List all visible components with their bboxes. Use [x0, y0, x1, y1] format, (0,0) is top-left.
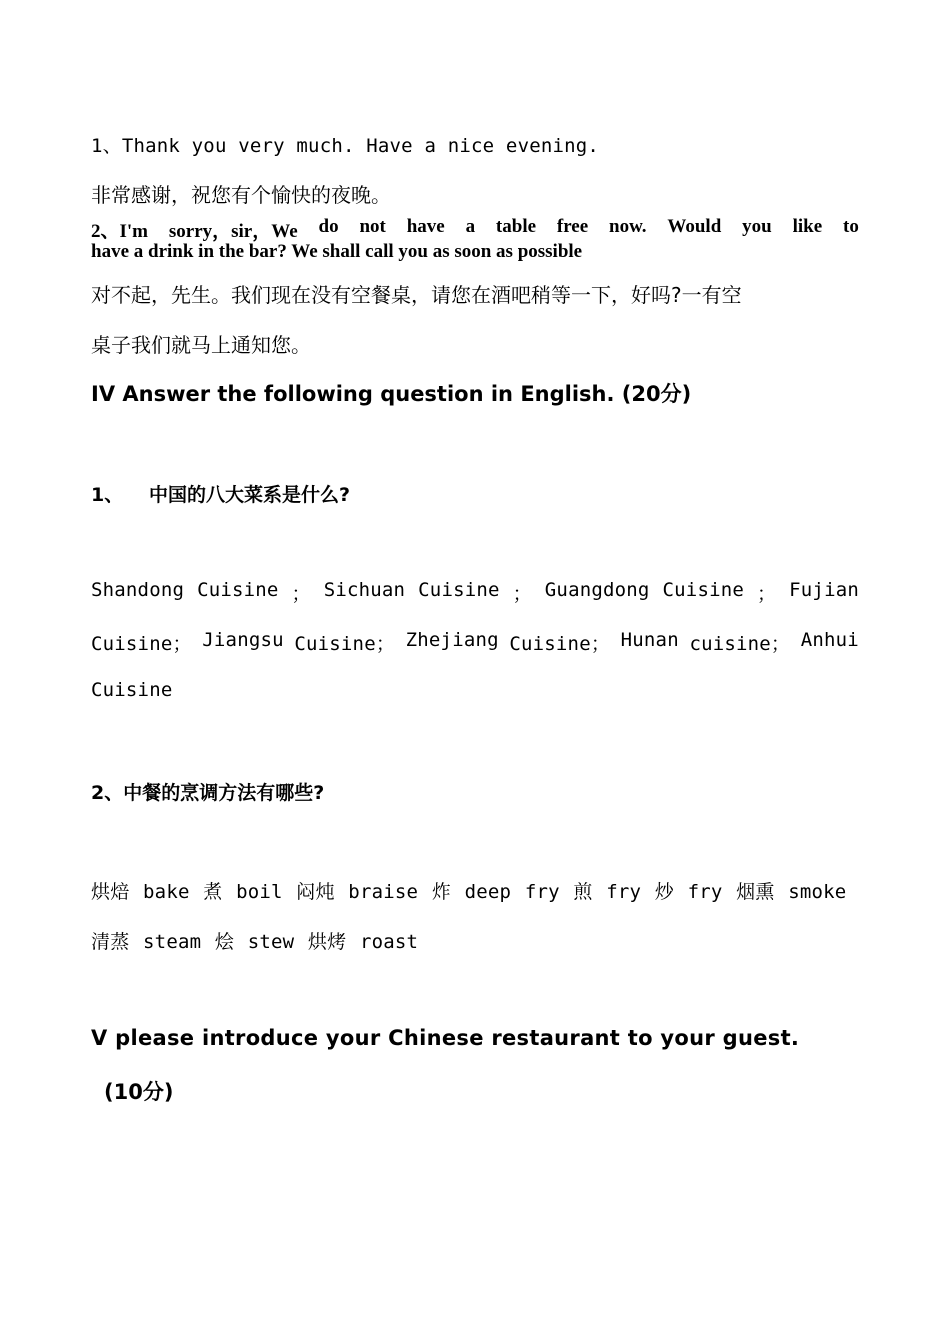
- cuisine-word: Cuisine: [662, 579, 745, 601]
- cuisine-word: Hunan: [620, 629, 679, 651]
- answer2-line1: 烘焙 bake 煮 boil 闷炖 braise 炸 deep fry 煎 fry 炒 fry 烟熏 smoke: [91, 881, 847, 903]
- cuisine-word: Sichuan: [323, 579, 406, 601]
- answer2-line2: 清蒸 steam 烩 stew 烘烤 roast: [91, 931, 419, 953]
- item2-word: table: [495, 216, 537, 237]
- cuisine-word: Cuisine: [197, 579, 279, 601]
- item2-word: a: [465, 216, 476, 237]
- cuisine-word: Cuisine；: [294, 633, 396, 655]
- question1: [91, 480, 350, 507]
- cuisine-word: Cuisine；: [91, 633, 192, 655]
- item1-chinese: 非常感谢，祝您有个愉快的夜晚。: [91, 183, 391, 207]
- item2-word: Would: [667, 216, 722, 237]
- cuisine-word: Cuisine；: [509, 633, 611, 655]
- item2-word: sorry，sir，We: [168, 221, 298, 242]
- item2-word: 2、I'm: [91, 221, 149, 242]
- item2-word: do: [318, 216, 339, 237]
- cuisine-word: cuisine；: [689, 633, 791, 655]
- cuisine-word: ；: [512, 583, 532, 605]
- cuisine-word: Shandong: [91, 579, 185, 601]
- cuisine-word: Anhui: [800, 629, 859, 651]
- cuisine-word: Fujian: [789, 579, 859, 601]
- answer1-line1: [91, 579, 859, 606]
- cuisine-word: Guangdong: [544, 579, 650, 601]
- item2-word: like: [792, 216, 823, 237]
- item2-word: now.: [609, 216, 647, 237]
- section5-heading-line2: (10分): [104, 1080, 174, 1104]
- question1-number: 1、: [91, 484, 124, 506]
- item2-chinese-line1: 对不起，先生。我们现在没有空餐桌，请您在酒吧稍等一下，好吗?一有空: [91, 283, 742, 307]
- cuisine-word: ；: [756, 583, 777, 605]
- section4-heading: IV Answer the following question in English. (20分): [91, 382, 692, 406]
- question2: 2、中餐的烹调方法有哪些?: [91, 782, 325, 804]
- item2-word: have: [406, 216, 445, 237]
- answer1-line3: Cuisine: [91, 679, 173, 701]
- item2-chinese-line2: 桌子我们就马上通知您。: [91, 333, 311, 357]
- item1-english: 1、Thank you very much. Have a nice evening.: [91, 135, 600, 157]
- cuisine-word: Cuisine: [418, 579, 500, 601]
- cuisine-word: Zhejiang: [405, 629, 499, 651]
- item2-english-line1: [91, 216, 859, 243]
- cuisine-word: Jiangsu: [202, 629, 284, 651]
- section5-heading-line1: V please introduce your Chinese restaurant to your guest.: [91, 1026, 800, 1050]
- cuisine-word: ；: [291, 583, 311, 605]
- item2-word: you: [742, 216, 772, 237]
- question1-text: 中国的八大菜系是什么?: [149, 484, 351, 506]
- item2-word: to: [843, 216, 859, 237]
- item2-english-line2: have a drink in the bar? We shall call you as soon as possible: [91, 241, 583, 262]
- item2-word: free: [556, 216, 589, 237]
- answer1-line2: [91, 629, 859, 656]
- item2-word: not: [359, 216, 386, 237]
